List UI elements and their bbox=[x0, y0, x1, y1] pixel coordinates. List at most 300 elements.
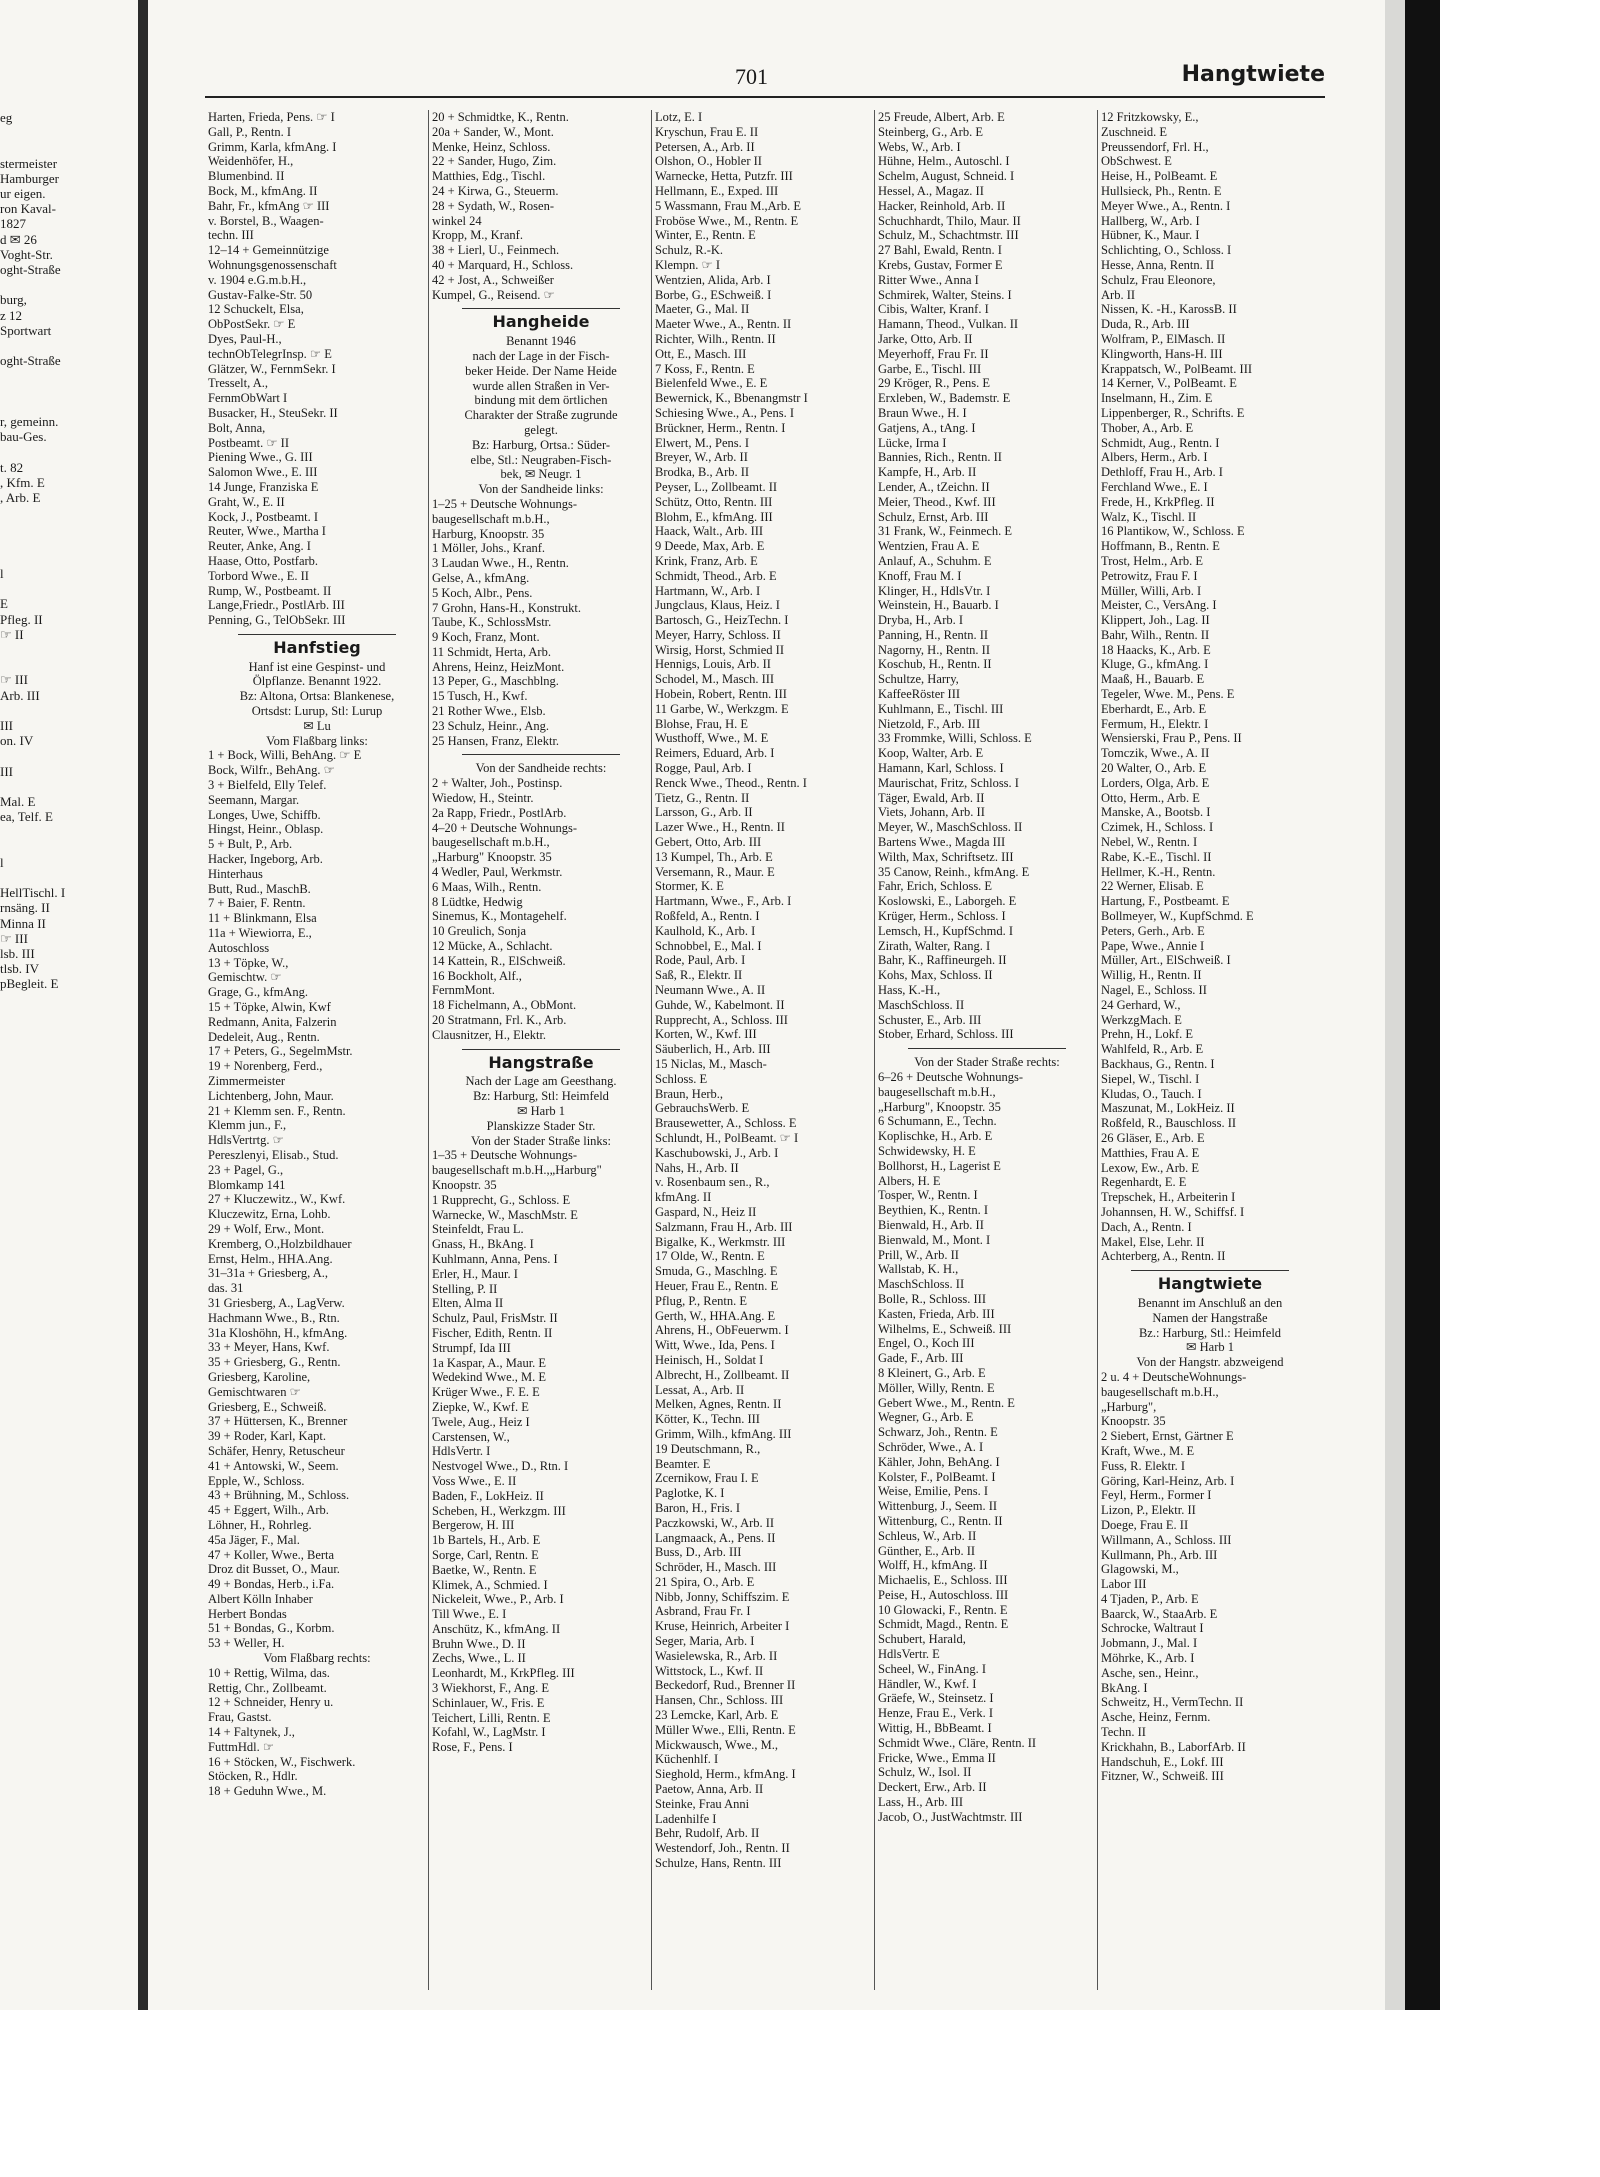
directory-entry: Säuberlich, H., Arb. III bbox=[655, 1042, 771, 1057]
directory-entry: 14 + Faltynek, J., bbox=[208, 1725, 295, 1740]
directory-entry: 4–20 + Deutsche Wohnungs- bbox=[432, 820, 578, 835]
directory-entry: Breyer, W., Arb. II bbox=[655, 450, 748, 465]
directory-entry: Larsson, G., Arb. II bbox=[655, 805, 753, 820]
directory-entry: Hartmann, W., Arb. I bbox=[655, 583, 761, 598]
directory-entry: Schinlauer, W., Fris. E bbox=[432, 1695, 545, 1710]
street-note: Von der Stader Straße links: bbox=[470, 1133, 612, 1148]
directory-entry: 12–14 + Gemeinnützige bbox=[208, 243, 329, 258]
directory-entry: Gräefe, W., Steinsetz. I bbox=[878, 1691, 994, 1706]
directory-entry: Klippert, Joh., Lag. II bbox=[1101, 613, 1210, 628]
directory-entry: Froböse Wwe., M., Rentn. E bbox=[655, 213, 799, 228]
directory-entry: 1 Rupprecht, G., Schloss. E bbox=[432, 1192, 571, 1207]
directory-entry: Roßfeld, A., Rentn. I bbox=[655, 909, 760, 924]
directory-entry: Fricke, Wwe., Emma II bbox=[878, 1750, 996, 1765]
directory-entry: Baetke, W., Rentn. E bbox=[432, 1562, 537, 1577]
directory-entry: Borbe, G., ESchweiß. I bbox=[655, 287, 772, 302]
directory-entry: Gebert, Otto, Arb. III bbox=[655, 835, 762, 850]
directory-entry: Bock, Wilfr., BehAng. ☞ bbox=[208, 763, 335, 778]
directory-entry: Küchenhlf. I bbox=[655, 1752, 719, 1767]
directory-entry: Maeter Wwe., A., Rentn. II bbox=[655, 317, 792, 332]
directory-entry: Richter, Wilh., Rentn. II bbox=[655, 331, 776, 346]
directory-entry: Ritter Wwe., Anna I bbox=[878, 272, 979, 287]
directory-entry: Rettig, Chr., Zollbeamt. bbox=[208, 1680, 327, 1695]
directory-entry: Rode, Paul, Arb. I bbox=[655, 953, 746, 968]
directory-entry: Hartung, F., Postbeamt. E bbox=[1101, 894, 1230, 909]
directory-entry: 22 Werner, Elisab. E bbox=[1101, 879, 1204, 894]
directory-entry: Dyes, Paul-H., bbox=[208, 331, 282, 346]
directory-entry: 1 Möller, Johs., Kranf. bbox=[432, 541, 546, 556]
directory-entry: Meister, C., VersAng. I bbox=[1101, 598, 1217, 613]
column-divider bbox=[428, 110, 429, 1990]
street-note: ✉ Harb 1 bbox=[1186, 1340, 1234, 1355]
directory-entry: Voss Wwe., E. II bbox=[432, 1473, 517, 1488]
directory-entry: Melken, Agnes, Rentn. II bbox=[655, 1397, 782, 1412]
directory-entry: Winter, E., Rentn. E bbox=[655, 228, 756, 243]
directory-entry: Schütz, Otto, Rentn. III bbox=[655, 494, 773, 509]
directory-entry: Hühne, Helm., Autoschl. I bbox=[878, 154, 1010, 169]
directory-entry: 3 Wiekhorst, F., Ang. E bbox=[432, 1681, 550, 1696]
directory-entry: Elwert, M., Pens. I bbox=[655, 435, 750, 450]
directory-entry: Pereszlenyi, Elisab., Stud. bbox=[208, 1147, 339, 1162]
directory-entry: Lass, H., Arb. III bbox=[878, 1795, 964, 1810]
directory-entry: Schmidt Wwe., Cläre, Rentn. II bbox=[878, 1735, 1037, 1750]
edge-fragment: , Arb. E bbox=[0, 490, 41, 505]
directory-entry: Jungclaus, Klaus, Heiz. I bbox=[655, 598, 780, 613]
directory-entry: Krappatsch, W., PolBeamt. III bbox=[1101, 361, 1253, 376]
directory-entry: 27 Bahl, Ewald, Rentn. I bbox=[878, 243, 1002, 258]
directory-entry: Doege, Frau E. II bbox=[1101, 1517, 1189, 1532]
street-note: Von der Sandheide rechts: bbox=[475, 761, 607, 776]
directory-entry: Webs, W., Arb. I bbox=[878, 139, 961, 154]
directory-entry: 45 + Eggert, Wilh., Arb. bbox=[208, 1503, 329, 1518]
directory-entry: Fermum, H., Elektr. I bbox=[1101, 716, 1209, 731]
directory-entry: Petersen, A., Arb. II bbox=[655, 139, 755, 154]
directory-entry: Braun, Herb., bbox=[655, 1086, 724, 1101]
directory-entry: HdlsVertr. I bbox=[432, 1444, 491, 1459]
street-note: Planskizze Stader Str. bbox=[486, 1118, 596, 1133]
column-4 bbox=[878, 110, 1096, 1825]
directory-entry: Zechs, Wwe., L. II bbox=[432, 1651, 526, 1666]
directory-entry: Michaelis, E., Schloss. III bbox=[878, 1573, 1008, 1588]
directory-entry: Warnecke, Hetta, Putzfr. III bbox=[655, 169, 793, 184]
directory-entry: Rump, W., Postbeamt. II bbox=[208, 583, 332, 598]
directory-entry: Kullmann, Ph., Arb. III bbox=[1101, 1547, 1218, 1562]
directory-entry: 45a Jäger, F., Mal. bbox=[208, 1532, 300, 1547]
directory-entry: Zimmermeister bbox=[208, 1074, 286, 1088]
directory-entry: 14 Kattein, R., ElSchweiß. bbox=[432, 953, 566, 968]
directory-entry: Tomczik, Wwe., A. II bbox=[1101, 746, 1210, 761]
directory-entry: Kasten, Frieda, Arb. III bbox=[878, 1306, 995, 1321]
directory-entry: Maaß, H., Bauarb. E bbox=[1101, 672, 1205, 687]
directory-entry: 43 + Brühning, M., Schloss. bbox=[208, 1488, 350, 1503]
directory-entry: 2 u. 4 + DeutscheWohnungs- bbox=[1101, 1369, 1247, 1384]
directory-entry: Beamter. E bbox=[655, 1456, 711, 1471]
directory-entry: Dach, A., Rentn. I bbox=[1101, 1219, 1192, 1234]
directory-entry: 10 Glowacki, F., Rentn. E bbox=[878, 1602, 1008, 1617]
directory-entry: Müller, Art., ElSchweiß. I bbox=[1101, 953, 1231, 968]
directory-entry: Bolt, Anna, bbox=[208, 420, 266, 435]
directory-entry: 15 + Töpke, Alwin, Kwf bbox=[208, 1000, 331, 1015]
directory-entry: Kraft, Wwe., M. E bbox=[1101, 1443, 1195, 1458]
directory-entry: 1 + Bock, Willi, BehAng. ☞ E bbox=[208, 748, 362, 763]
directory-entry: 11 + Blinkmann, Elsa bbox=[208, 911, 317, 926]
directory-entry: Peise, H., Autoschloss. III bbox=[878, 1587, 1009, 1602]
directory-entry: Gustav-Falke-Str. 50 bbox=[208, 287, 313, 302]
directory-entry: Hamann, Karl, Schloss. I bbox=[878, 761, 1004, 776]
directory-entry: Dethloff, Frau H., Arb. I bbox=[1101, 465, 1223, 480]
directory-entry: Wusthoff, Wwe., M. E bbox=[655, 731, 769, 746]
directory-entry: 13 Kumpel, Th., Arb. E bbox=[655, 849, 773, 864]
directory-entry: Manske, A., Bootsb. I bbox=[1101, 805, 1211, 820]
directory-entry: Meyer, W., MaschSchloss. II bbox=[878, 820, 1023, 835]
directory-entry: Kähler, John, BehAng. I bbox=[878, 1454, 1000, 1469]
directory-entry: Knoopstr. 35 bbox=[1101, 1414, 1166, 1429]
directory-entry: Langmaack, A., Pens. II bbox=[655, 1530, 776, 1545]
directory-entry: 19 + Norenberg, Ferd., bbox=[208, 1059, 323, 1074]
directory-entry: Schubert, Harald, bbox=[878, 1632, 966, 1647]
directory-entry: Graht, W., E. II bbox=[208, 494, 285, 509]
directory-entry: FuttmHdl. ☞ bbox=[208, 1739, 275, 1754]
directory-entry: Löhner, H., Rohrleg. bbox=[208, 1517, 312, 1532]
directory-entry: Harburg, Knoopstr. 35 bbox=[432, 526, 545, 541]
directory-entry: Trost, Helm., Arb. E bbox=[1101, 553, 1203, 568]
directory-entry: baugesellschaft m.b.H.,„Harburg" bbox=[432, 1163, 602, 1178]
directory-entry: 31 Frank, W., Feinmech. E bbox=[878, 524, 1013, 539]
directory-entry: Fitzner, W., Schweiß. III bbox=[1101, 1769, 1224, 1784]
street-note: nach der Lage in der Fisch- bbox=[472, 348, 610, 363]
directory-entry: Wirsig, Horst, Schmied II bbox=[655, 642, 784, 657]
directory-entry: Haase, Otto, Postfarb. bbox=[208, 553, 319, 568]
directory-entry: Dryba, H., Arb. I bbox=[878, 613, 964, 628]
directory-entry: Schnobbel, E., Mal. I bbox=[655, 938, 762, 953]
directory-entry: Hellmer, K.-H., Rentn. bbox=[1101, 864, 1216, 879]
directory-entry: Meier, Theod., Kwf. III bbox=[878, 494, 996, 509]
directory-entry: 27 + Kluczewitz., W., Kwf. bbox=[208, 1192, 346, 1207]
directory-entry: Lotz, E. I bbox=[655, 110, 703, 124]
directory-entry: 1a Kaspar, A., Maur. E bbox=[432, 1355, 547, 1370]
directory-entry: 2a Rapp, Friedr., PostlArb. bbox=[432, 805, 567, 820]
directory-entry: Kryschun, Frau E. II bbox=[655, 124, 759, 139]
directory-entry: 7 Grohn, Hans-H., Konstrukt. bbox=[432, 600, 581, 615]
directory-entry: Makel, Else, Lehr. II bbox=[1101, 1234, 1205, 1249]
edge-fragment: HellTischl. I bbox=[0, 885, 66, 901]
directory-entry: Kumpel, G., Reisend. ☞ bbox=[432, 287, 555, 302]
directory-entry: Reimers, Eduard, Arb. I bbox=[655, 746, 775, 761]
directory-entry: Schleus, W., Arb. II bbox=[878, 1528, 977, 1543]
section-separator bbox=[462, 308, 620, 309]
directory-entry: Ott, E., Masch. III bbox=[655, 346, 747, 361]
directory-entry: 16 Bockholt, Alf., bbox=[432, 968, 522, 983]
directory-entry: Inselmann, H., Zim. E bbox=[1101, 391, 1213, 406]
directory-entry: „Harburg", bbox=[1101, 1399, 1157, 1414]
directory-entry: Blumenbind. II bbox=[208, 169, 285, 184]
directory-entry: Walz, K., Tischl. II bbox=[1101, 509, 1197, 524]
directory-entry: Wensierski, Frau P., Pens. II bbox=[1101, 731, 1242, 746]
directory-entry: 53 + Weller, H. bbox=[208, 1636, 285, 1651]
directory-entry: Trepschek, H., Arbeiterin I bbox=[1101, 1190, 1236, 1205]
street-heading: Hangheide bbox=[492, 312, 590, 332]
directory-entry: Otto, Herm., Arb. E bbox=[1101, 790, 1200, 805]
directory-entry: Salomon Wwe., E. III bbox=[208, 465, 318, 480]
street-note: Bz: Harburg, Stl: Heimfeld bbox=[473, 1089, 609, 1104]
edge-fragment: Pfleg. II bbox=[0, 611, 43, 627]
edge-fragment: z 12 bbox=[0, 307, 23, 323]
directory-entry: Hennigs, Louis, Arb. II bbox=[655, 657, 771, 672]
directory-entry: Braun Wwe., H. I bbox=[878, 405, 967, 420]
directory-entry: Handschuh, E., Lokf. III bbox=[1101, 1754, 1224, 1769]
directory-entry: Clausnitzer, H., Elektr. bbox=[432, 1027, 547, 1042]
directory-entry: Hass, K.-H., bbox=[878, 983, 941, 998]
directory-entry: Schloss. E bbox=[655, 1071, 708, 1086]
directory-entry: techn. III bbox=[208, 228, 254, 243]
edge-fragment: Voght-Str. bbox=[0, 246, 53, 262]
directory-entry: Willmann, A., Schloss. III bbox=[1101, 1532, 1232, 1547]
directory-entry: 20a + Sander, W., Mont. bbox=[432, 124, 554, 139]
edge-fragment: III bbox=[0, 718, 13, 733]
directory-entry: Zuschneid. E bbox=[1101, 124, 1167, 139]
directory-entry: Hingst, Heinr., Oblasp. bbox=[208, 822, 324, 837]
directory-entry: Matthies, Edg., Tischl. bbox=[432, 169, 546, 184]
directory-entry: 24 Gerhard, W., bbox=[1101, 997, 1181, 1012]
directory-entry: Siepel, W., Tischl. I bbox=[1101, 1071, 1200, 1086]
directory-entry: Koslowski, E., Laborgeh. E bbox=[878, 894, 1017, 909]
page-gutter bbox=[138, 0, 148, 2010]
directory-entry: Viets, Johann, Arb. II bbox=[878, 805, 985, 820]
directory-entry: Klimek, A., Schmied. I bbox=[432, 1577, 548, 1592]
directory-entry: Schultze, Harry, bbox=[878, 672, 959, 687]
directory-entry: Hansen, Chr., Schloss. III bbox=[655, 1693, 784, 1708]
directory-entry: Epple, W., Schloss. bbox=[208, 1473, 305, 1488]
directory-entry: Weise, Emilie, Pens. I bbox=[878, 1484, 989, 1499]
section-separator bbox=[462, 1049, 620, 1050]
directory-entry: Paetow, Anna, Arb. II bbox=[655, 1782, 764, 1797]
edge-fragment: Arb. III bbox=[0, 687, 40, 703]
edge-fragment: oght-Straße bbox=[0, 262, 61, 277]
directory-entry: ObPostSekr. ☞ E bbox=[208, 317, 296, 332]
directory-entry: Versemann, R., Maur. E bbox=[655, 864, 775, 879]
directory-entry: Rupprecht, A., Schloss. III bbox=[655, 1012, 788, 1027]
directory-entry: Wegner, G., Arb. E bbox=[878, 1410, 974, 1425]
directory-entry: Albers, Herm., Arb. I bbox=[1101, 450, 1208, 465]
directory-entry: Westendorf, Joh., Rentn. II bbox=[655, 1841, 790, 1856]
directory-entry: Droz dit Busset, O., Maur. bbox=[208, 1562, 340, 1577]
directory-entry: 29 + Wolf, Erw., Mont. bbox=[208, 1221, 325, 1236]
directory-entry: Mickwausch, Wwe., M., bbox=[655, 1737, 779, 1752]
directory-entry: Matthies, Frau A. E bbox=[1101, 1145, 1200, 1160]
street-note: Benannt im Anschluß an den bbox=[1137, 1295, 1283, 1310]
directory-entry: Hobein, Robert, Rentn. III bbox=[655, 687, 787, 702]
directory-entry: 3 + Bielfeld, Elly Telef. bbox=[208, 778, 327, 793]
directory-entry: Schlichting, O., Schloss. I bbox=[1101, 243, 1232, 258]
directory-entry: Schwarz, Joh., Rentn. E bbox=[878, 1425, 998, 1440]
directory-entry: Witt, Wwe., Ida, Pens. I bbox=[655, 1338, 775, 1353]
directory-entry: Feyl, Herm., Former I bbox=[1101, 1488, 1212, 1503]
directory-entry: Albrecht, H., Zollbeamt. II bbox=[655, 1367, 790, 1382]
street-note: Von der Hangstr. abzweigend bbox=[1136, 1355, 1284, 1370]
directory-entry: Gnass, H., BkAng. I bbox=[432, 1237, 534, 1252]
street-note: Nach der Lage am Geesthang. bbox=[465, 1074, 617, 1089]
directory-entry: Johannsen, H. W., Schiffsf. I bbox=[1101, 1204, 1245, 1219]
directory-entry: 16 Plantikow, W., Schloss. E bbox=[1101, 524, 1245, 539]
directory-entry: baugesellschaft m.b.H., bbox=[1101, 1384, 1219, 1399]
directory-entry: Lichtenberg, John, Maur. bbox=[208, 1088, 334, 1103]
directory-entry: 31 Griesberg, A., LagVerw. bbox=[208, 1295, 345, 1310]
directory-entry: Pflug, P., Rentn. E bbox=[655, 1293, 748, 1308]
directory-entry: Ahrens, Heinz, HeizMont. bbox=[432, 659, 565, 674]
directory-entry: 28 + Sydath, W., Rosen- bbox=[432, 198, 554, 213]
directory-entry: Albers, H. E bbox=[878, 1173, 941, 1188]
edge-fragment: Minna II bbox=[0, 915, 46, 931]
directory-entry: Bollhorst, H., Lagerist E bbox=[878, 1158, 1001, 1173]
directory-entry: MaschSchloss. II bbox=[878, 997, 965, 1012]
directory-entry: Neumann Wwe., A. II bbox=[655, 983, 766, 998]
directory-entry: Kock, J., Postbeamt. I bbox=[208, 509, 319, 524]
directory-entry: Thober, A., Arb. E bbox=[1101, 420, 1194, 435]
directory-entry: Möller, Willy, Rentn. E bbox=[878, 1380, 995, 1395]
edge-fragment: oght-Straße bbox=[0, 353, 61, 369]
directory-entry: Meyer Wwe., A., Rentn. I bbox=[1101, 198, 1231, 213]
directory-entry: Steinke, Frau Anni bbox=[655, 1796, 750, 1811]
directory-entry: Bahr, Fr., kfmAng ☞ III bbox=[208, 198, 330, 213]
directory-entry: Schulz, W., Isol. II bbox=[878, 1765, 972, 1780]
directory-entry: Piening Wwe., G. III bbox=[208, 450, 313, 465]
directory-entry: Hoffmann, B., Rentn. E bbox=[1101, 539, 1220, 554]
directory-entry: Bartosch, G., HeizTechn. I bbox=[655, 613, 789, 628]
column-5 bbox=[1101, 110, 1319, 1784]
directory-entry: Klinger, H., HdlsVtr. I bbox=[878, 583, 991, 598]
directory-entry: Bartens Wwe., Magda III bbox=[878, 835, 1006, 850]
directory-entry: Wedekind Wwe., M. E bbox=[432, 1370, 547, 1385]
directory-entry: Schäfer, Henry, Retuscheur bbox=[208, 1443, 345, 1458]
directory-entry: Garbe, E., Tischl. III bbox=[878, 361, 982, 376]
section-separator bbox=[908, 1048, 1066, 1049]
directory-entry: Steinberg, G., Arb. E bbox=[878, 124, 983, 139]
directory-entry: 19 Deutschmann, R., bbox=[655, 1441, 761, 1456]
street-heading: Hangstraße bbox=[488, 1052, 594, 1072]
directory-entry: Maszunat, M., LokHeiz. II bbox=[1101, 1101, 1235, 1116]
directory-entry: Arb. II bbox=[1101, 287, 1136, 302]
directory-entry: Kluczewitz, Erna, Lohb. bbox=[208, 1207, 331, 1222]
edge-fragment: pBegleit. E bbox=[0, 976, 59, 992]
directory-entry: Maeter, G., Mal. II bbox=[655, 302, 750, 317]
edge-fragment: tlsb. IV bbox=[0, 961, 39, 977]
column-divider bbox=[874, 110, 875, 1990]
directory-entry: Twele, Aug., Heiz I bbox=[432, 1414, 530, 1429]
directory-entry: Seemann, Margar. bbox=[208, 792, 300, 807]
directory-entry: 18 Haacks, K., Arb. E bbox=[1101, 642, 1211, 657]
directory-entry: Olshon, O., Hobler II bbox=[655, 154, 762, 169]
directory-entry: Lücke, Irma I bbox=[878, 435, 947, 450]
directory-entry: Reuter, Anke, Ang. I bbox=[208, 539, 311, 554]
directory-entry: Weinstein, H., Bauarb. I bbox=[878, 598, 999, 613]
street-note: Bz: Altona, Ortsa: Blankenese, bbox=[239, 689, 395, 704]
section-separator bbox=[238, 634, 396, 635]
directory-entry: Glagowski, M., bbox=[1101, 1562, 1179, 1577]
directory-entry: Bergerow, H. III bbox=[432, 1518, 515, 1533]
directory-entry: 1–25 + Deutsche Wohnungs- bbox=[432, 496, 578, 511]
directory-entry: Heuer, Frau E., Rentn. E bbox=[655, 1278, 779, 1293]
directory-entry: 10 Greulich, Sonja bbox=[432, 924, 527, 939]
directory-entry: 2 Siebert, Ernst, Gärtner E bbox=[1101, 1429, 1234, 1444]
directory-entry: Kruse, Heinrich, Arbeiter I bbox=[655, 1619, 790, 1634]
directory-entry: Asche, sen., Heinr., bbox=[1101, 1665, 1199, 1680]
directory-entry: Asbrand, Frau Fr. I bbox=[655, 1604, 751, 1619]
directory-entry: Grimm, Wilh., kfmAng. III bbox=[655, 1426, 792, 1441]
directory-entry: 1b Bartels, H., Arb. E bbox=[432, 1533, 541, 1548]
column-divider bbox=[651, 110, 652, 1990]
street-note: ✉ Harb 1 bbox=[517, 1104, 565, 1118]
directory-entry: Baden, F., LokHeiz. II bbox=[432, 1488, 544, 1503]
directory-entry: Frau, Gastst. bbox=[208, 1710, 272, 1725]
directory-entry: Fuss, R. Elektr. I bbox=[1101, 1458, 1186, 1473]
directory-entry: Stöcken, R., Hdlr. bbox=[208, 1769, 298, 1784]
directory-entry: Krüger Wwe., F. E. E bbox=[432, 1385, 540, 1400]
directory-entry: 11 Schmidt, Herta, Arb. bbox=[432, 644, 551, 659]
directory-entry: Beckedorf, Rud., Brenner II bbox=[655, 1678, 796, 1693]
directory-entry: Günther, E., Arb. II bbox=[878, 1543, 976, 1558]
directory-entry: Schulz, M., Schachtmstr. III bbox=[878, 228, 1019, 243]
previous-page-edge bbox=[0, 0, 150, 2010]
directory-entry: 41 + Antowski, W., Seem. bbox=[208, 1458, 339, 1473]
directory-entry: 20 Stratmann, Frl. K., Arb. bbox=[432, 1013, 567, 1028]
edge-fragment: l bbox=[0, 566, 4, 581]
column-1 bbox=[208, 110, 426, 1799]
street-note: bek, ✉ Neugr. 1 bbox=[500, 467, 582, 482]
edge-fragment: rnsäng. II bbox=[0, 900, 50, 916]
street-note: Ölpflanze. Benannt 1922. bbox=[252, 674, 382, 689]
street-note: Von der Stader Straße rechts: bbox=[914, 1055, 1060, 1070]
directory-entry: Beythien, K., Rentn. I bbox=[878, 1203, 989, 1218]
directory-entry: Gelse, A., kfmAng. bbox=[432, 570, 530, 585]
directory-entry: Peters, Gerh., Arb. E bbox=[1101, 923, 1205, 938]
directory-entry: Eberhardt, E., Arb. E bbox=[1101, 701, 1207, 716]
directory-entry: Prehn, H., Lokf. E bbox=[1101, 1027, 1193, 1042]
directory-entry: Koplischke, H., Arb. E bbox=[878, 1129, 993, 1144]
directory-entry: Cibis, Walter, Kranf. I bbox=[878, 302, 989, 317]
directory-entry: Müller, Willi, Arb. I bbox=[1101, 583, 1202, 598]
directory-entry: 18 Fichelmann, A., ObMont. bbox=[432, 998, 577, 1013]
edge-fragment: Hamburger bbox=[0, 170, 59, 186]
directory-entry: Kuhlmann, E., Tischl. III bbox=[878, 701, 1004, 716]
edge-fragment: 1827 bbox=[0, 216, 26, 232]
street-note: Namen der Hangstraße bbox=[1152, 1310, 1268, 1325]
edge-fragment: d ✉ 26 bbox=[0, 231, 37, 247]
directory-entry: Paczkowski, W., Arb. II bbox=[655, 1515, 775, 1530]
directory-entry: Wolfram, P., ElMasch. II bbox=[1101, 331, 1226, 346]
edge-fragment: eg bbox=[0, 110, 13, 125]
directory-entry: Tegeler, Wwe. M., Pens. E bbox=[1101, 687, 1235, 702]
street-note: beker Heide. Der Name Heide bbox=[465, 363, 617, 378]
directory-entry: Koop, Walter, Arb. E bbox=[878, 746, 984, 761]
page-number: 701 bbox=[735, 64, 768, 89]
directory-entry: Stober, Erhard, Schloss. III bbox=[878, 1027, 1014, 1042]
directory-entry: Wahlfeld, R., Arb. E bbox=[1101, 1042, 1204, 1057]
directory-entry: v. Rosenbaum sen., R., bbox=[655, 1175, 770, 1190]
directory-entry: Täger, Ewald, Arb. II bbox=[878, 790, 985, 805]
directory-entry: Schröder, H., Masch. III bbox=[655, 1560, 777, 1575]
directory-entry: 39 + Roder, Karl, Kapt. bbox=[208, 1429, 326, 1444]
directory-entry: Kremberg, O.,Holzbildhauer bbox=[208, 1236, 352, 1251]
directory-entry: Knoopstr. 35 bbox=[432, 1177, 497, 1192]
street-note: elbe, Stl.: Neugraben-Fisch- bbox=[470, 452, 612, 467]
directory-entry: 5 Koch, Albr., Pens. bbox=[432, 585, 533, 600]
street-note: Vom Flaßbarg links: bbox=[266, 733, 368, 748]
directory-entry: Rogge, Paul, Arb. I bbox=[655, 761, 752, 776]
directory-entry: Nestvogel Wwe., D., Rtn. I bbox=[432, 1459, 569, 1474]
directory-entry: Brückner, Herm., Rentn. I bbox=[655, 420, 786, 435]
directory-entry: Bigalke, K., Werkmstr. III bbox=[655, 1234, 786, 1249]
directory-entry: 16 + Stöcken, W., Fischwerk. bbox=[208, 1754, 356, 1769]
